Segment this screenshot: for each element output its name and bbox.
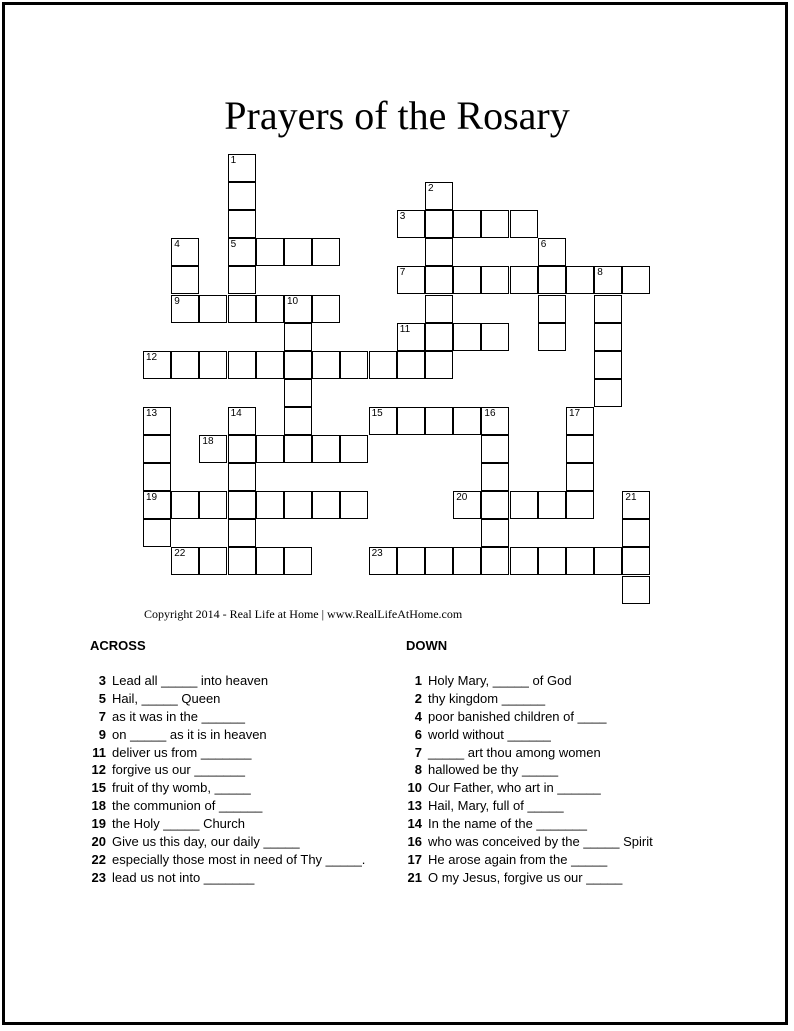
clue-number-label: 5 <box>98 690 106 706</box>
grid-cell[interactable] <box>481 463 509 491</box>
grid-cell[interactable] <box>510 547 538 575</box>
clue-number-label: 17 <box>407 851 422 867</box>
grid-cell[interactable] <box>256 351 284 379</box>
grid-cell[interactable] <box>228 295 256 323</box>
across-clue-list <box>90 672 410 887</box>
down-clue <box>406 708 726 726</box>
grid-cell[interactable] <box>397 266 425 294</box>
grid-cell[interactable] <box>453 491 481 519</box>
clue-text: lead us not into _______ <box>112 869 255 885</box>
grid-cell[interactable] <box>369 351 397 379</box>
grid-cell[interactable] <box>284 323 312 351</box>
grid-cell[interactable] <box>510 491 538 519</box>
grid-cell[interactable] <box>594 266 622 294</box>
clue-number: 3 <box>399 211 406 223</box>
clue-number: 9 <box>174 295 180 307</box>
clue-number-label: 20 <box>91 834 106 850</box>
down-clue <box>406 690 726 708</box>
clue-number: 1 <box>230 155 237 166</box>
grid-cell[interactable] <box>143 519 171 547</box>
clue-number: 21 <box>625 492 637 504</box>
grid-cell[interactable] <box>143 491 171 519</box>
grid-cell[interactable] <box>397 323 425 351</box>
grid-cell[interactable] <box>594 547 622 575</box>
down-clues <box>406 638 726 887</box>
grid-cell[interactable] <box>228 435 256 463</box>
across-clue <box>90 797 410 815</box>
clue-number: 5 <box>230 239 237 251</box>
clue-number-label: 18 <box>91 798 106 814</box>
grid-cell[interactable] <box>425 351 453 379</box>
grid-cell[interactable] <box>481 491 509 519</box>
grid-cell[interactable] <box>594 379 622 407</box>
across-clue <box>90 779 410 797</box>
grid-cell[interactable] <box>622 491 650 519</box>
clue-text: as it was in the ______ <box>112 708 245 724</box>
grid-cell[interactable] <box>340 491 368 519</box>
grid-cell[interactable] <box>284 295 312 323</box>
grid-cell[interactable] <box>228 519 256 547</box>
clue-text: Give us this day, our daily _____ <box>112 834 300 850</box>
grid-cell[interactable] <box>228 407 256 435</box>
grid-cell[interactable] <box>481 519 509 547</box>
grid-cell[interactable] <box>453 547 481 575</box>
clue-number-label: 23 <box>91 869 106 885</box>
clue-number-label: 7 <box>98 708 106 724</box>
grid-cell[interactable] <box>284 491 312 519</box>
copyright-notice: Copyright 2014 - Real Life at Home | www.RealLifeAtHome.com <box>144 607 463 621</box>
clue-number-label: 9 <box>98 726 106 742</box>
grid-cell[interactable] <box>566 547 594 575</box>
grid-cell[interactable] <box>369 547 397 575</box>
grid-cell[interactable] <box>171 491 199 519</box>
clue-text: _____ art thou among women <box>428 744 601 760</box>
grid-cell[interactable] <box>256 547 284 575</box>
clue-number: 2 <box>428 183 434 195</box>
grid-cell[interactable] <box>143 351 171 379</box>
across-clue <box>90 833 410 851</box>
grid-cell[interactable] <box>143 435 171 463</box>
grid-cell[interactable] <box>340 351 368 379</box>
clue-number-label: 14 <box>407 816 422 832</box>
across-clue <box>90 869 410 887</box>
grid-cell[interactable] <box>256 238 284 266</box>
grid-cell[interactable] <box>453 407 481 435</box>
down-clue <box>406 851 726 869</box>
grid-cell[interactable] <box>425 182 453 210</box>
clue-number: 10 <box>287 295 299 307</box>
across-clue <box>90 672 410 690</box>
grid-cell[interactable] <box>228 154 256 182</box>
grid-cell[interactable] <box>622 547 650 575</box>
grid-cell[interactable] <box>171 295 199 323</box>
clue-number-label: 21 <box>407 869 422 885</box>
clue-text: In the name of the _______ <box>428 816 588 832</box>
grid-cell[interactable] <box>481 435 509 463</box>
clue-number: 15 <box>371 407 383 419</box>
clue-text: forgive us our _______ <box>112 762 245 778</box>
clue-number: 17 <box>569 407 581 419</box>
grid-cell[interactable] <box>538 547 566 575</box>
clue-number-label: 16 <box>407 834 422 850</box>
grid-cell[interactable] <box>481 266 509 294</box>
grid-cell[interactable] <box>199 351 227 379</box>
grid-cell[interactable] <box>453 266 481 294</box>
clue-number: 23 <box>371 548 383 560</box>
grid-cell[interactable] <box>256 491 284 519</box>
clue-text: hallowed be thy _____ <box>428 762 559 778</box>
across-clue <box>90 726 410 744</box>
grid-cell[interactable] <box>566 491 594 519</box>
clue-number: 22 <box>174 548 186 560</box>
down-clue <box>406 815 726 833</box>
grid-cell[interactable] <box>425 295 453 323</box>
grid-cell[interactable] <box>228 491 256 519</box>
page-title: Prayers of the Rosary <box>224 93 570 138</box>
clue-text: He arose again from the _____ <box>428 851 608 867</box>
clue-number: 13 <box>146 407 158 419</box>
clue-number-label: 13 <box>407 798 422 814</box>
clue-number-label: 10 <box>407 780 422 796</box>
clue-number-label: 11 <box>92 744 106 760</box>
grid-cell[interactable] <box>284 351 312 379</box>
clue-text: O my Jesus, forgive us our _____ <box>428 869 623 885</box>
clue-text: deliver us from _______ <box>112 744 252 760</box>
across-heading: ACROSS <box>90 638 146 653</box>
grid-cell[interactable] <box>397 547 425 575</box>
clue-number: 20 <box>456 492 468 504</box>
clue-text: Lead all _____ into heaven <box>112 673 269 688</box>
grid-cell[interactable] <box>481 210 509 238</box>
clue-number-label: 12 <box>91 762 106 778</box>
clue-number-label: 22 <box>91 851 106 867</box>
grid-cell[interactable] <box>425 547 453 575</box>
clue-number-label: 19 <box>91 816 106 832</box>
grid-cell[interactable] <box>622 576 650 604</box>
across-clue <box>90 761 410 779</box>
grid-cell[interactable] <box>425 407 453 435</box>
grid-cell[interactable] <box>171 266 199 294</box>
grid-cell[interactable] <box>566 266 594 294</box>
grid-cell[interactable] <box>481 323 509 351</box>
grid-cell[interactable] <box>566 435 594 463</box>
clue-number: 8 <box>597 267 603 279</box>
down-clue <box>406 869 726 887</box>
grid-cell[interactable] <box>284 407 312 435</box>
across-clue <box>90 815 410 833</box>
grid-cell[interactable] <box>538 491 566 519</box>
grid-cell[interactable] <box>622 266 650 294</box>
grid-cell[interactable] <box>425 210 453 238</box>
clue-number-label: 7 <box>414 744 422 760</box>
down-clue <box>406 833 726 851</box>
clue-number-label: 15 <box>91 780 106 796</box>
across-clue <box>90 744 410 762</box>
clue-text: fruit of thy womb, _____ <box>112 780 251 796</box>
grid-cell[interactable] <box>312 351 340 379</box>
clue-text: especially those most in need of Thy _____. <box>112 851 366 867</box>
grid-cell[interactable] <box>425 266 453 294</box>
clue-text: Our Father, who art in ______ <box>428 780 601 796</box>
grid-cell[interactable] <box>284 238 312 266</box>
grid-cell[interactable] <box>397 407 425 435</box>
grid-cell[interactable] <box>171 351 199 379</box>
grid-cell[interactable] <box>228 463 256 491</box>
grid-cell[interactable] <box>340 435 368 463</box>
clue-number: 16 <box>484 407 496 419</box>
clue-number-label: 8 <box>414 762 422 778</box>
clue-number: 6 <box>540 239 547 251</box>
grid-cell[interactable] <box>171 238 199 266</box>
clue-text: who was conceived by the _____ Spirit <box>428 834 653 850</box>
clue-text: the Holy _____ Church <box>112 816 245 832</box>
clue-number: 4 <box>174 239 180 251</box>
grid-cell[interactable] <box>538 295 566 323</box>
down-clue <box>406 797 726 815</box>
clue-text: thy kingdom ______ <box>428 690 546 706</box>
grid-cell[interactable] <box>312 435 340 463</box>
grid-cell[interactable] <box>228 210 256 238</box>
grid-cell[interactable] <box>622 519 650 547</box>
across-clue <box>90 851 410 869</box>
clue-number-label: 3 <box>98 673 106 688</box>
clue-number-label: 1 <box>414 673 422 688</box>
grid-cell[interactable] <box>453 210 481 238</box>
clue-text: Holy Mary, _____ of God <box>428 673 572 688</box>
grid-cell[interactable] <box>199 295 227 323</box>
down-clue-list <box>406 672 726 887</box>
grid-cell[interactable] <box>481 547 509 575</box>
grid-cell[interactable] <box>510 210 538 238</box>
grid-cell[interactable] <box>312 295 340 323</box>
grid-cell[interactable] <box>199 547 227 575</box>
grid-cell[interactable] <box>566 407 594 435</box>
grid-cell[interactable] <box>284 547 312 575</box>
down-clue <box>406 744 726 762</box>
clue-number: 19 <box>146 492 158 504</box>
grid-cell[interactable] <box>397 351 425 379</box>
clue-number-label: 4 <box>414 708 422 724</box>
clue-text: Hail, _____ Queen <box>112 690 221 706</box>
grid-cell[interactable] <box>312 491 340 519</box>
down-clue <box>406 761 726 779</box>
clue-number: 7 <box>399 267 406 279</box>
grid-cell[interactable] <box>481 407 509 435</box>
grid-cell[interactable] <box>312 238 340 266</box>
grid-cell[interactable] <box>566 463 594 491</box>
grid-cell[interactable] <box>594 295 622 323</box>
grid-cell[interactable] <box>228 266 256 294</box>
down-clue <box>406 779 726 797</box>
grid-cell[interactable] <box>425 323 453 351</box>
clue-text: the communion of ______ <box>112 798 263 814</box>
down-heading: DOWN <box>406 638 448 653</box>
grid-cell[interactable] <box>228 238 256 266</box>
grid-cell[interactable] <box>143 463 171 491</box>
grid-cell[interactable] <box>228 547 256 575</box>
grid-cell[interactable] <box>284 435 312 463</box>
grid-cell[interactable] <box>256 435 284 463</box>
grid-cell[interactable] <box>228 351 256 379</box>
clue-text: poor banished children of ____ <box>428 708 607 724</box>
grid-cell[interactable] <box>538 266 566 294</box>
clue-text: Hail, Mary, full of _____ <box>428 798 564 814</box>
clue-number-label: 6 <box>414 726 422 742</box>
grid-cell[interactable] <box>199 435 227 463</box>
clue-number: 11 <box>399 323 411 335</box>
clue-number: 18 <box>202 436 214 447</box>
grid-cell[interactable] <box>143 407 171 435</box>
grid-cell[interactable] <box>425 238 453 266</box>
grid-cell[interactable] <box>228 182 256 210</box>
grid-cell[interactable] <box>256 295 284 323</box>
grid-cell[interactable] <box>538 238 566 266</box>
grid-cell[interactable] <box>594 351 622 379</box>
grid-cell[interactable] <box>284 379 312 407</box>
clue-number: 12 <box>146 351 158 363</box>
down-clue <box>406 672 726 690</box>
clue-number-label: 2 <box>414 690 422 706</box>
down-clue <box>406 726 726 744</box>
clue-number: 14 <box>230 407 242 419</box>
clue-text: world without ______ <box>428 726 551 742</box>
clue-text: on _____ as it is in heaven <box>112 726 267 742</box>
grid-cell[interactable] <box>594 323 622 351</box>
grid-cell[interactable] <box>538 323 566 351</box>
grid-cell[interactable] <box>510 266 538 294</box>
across-clue <box>90 690 410 708</box>
grid-cell[interactable] <box>369 407 397 435</box>
grid-cell[interactable] <box>199 491 227 519</box>
grid-cell[interactable] <box>397 210 425 238</box>
grid-cell[interactable] <box>453 323 481 351</box>
grid-cell[interactable] <box>171 547 199 575</box>
across-clue <box>90 708 410 726</box>
across-clues <box>90 638 410 887</box>
